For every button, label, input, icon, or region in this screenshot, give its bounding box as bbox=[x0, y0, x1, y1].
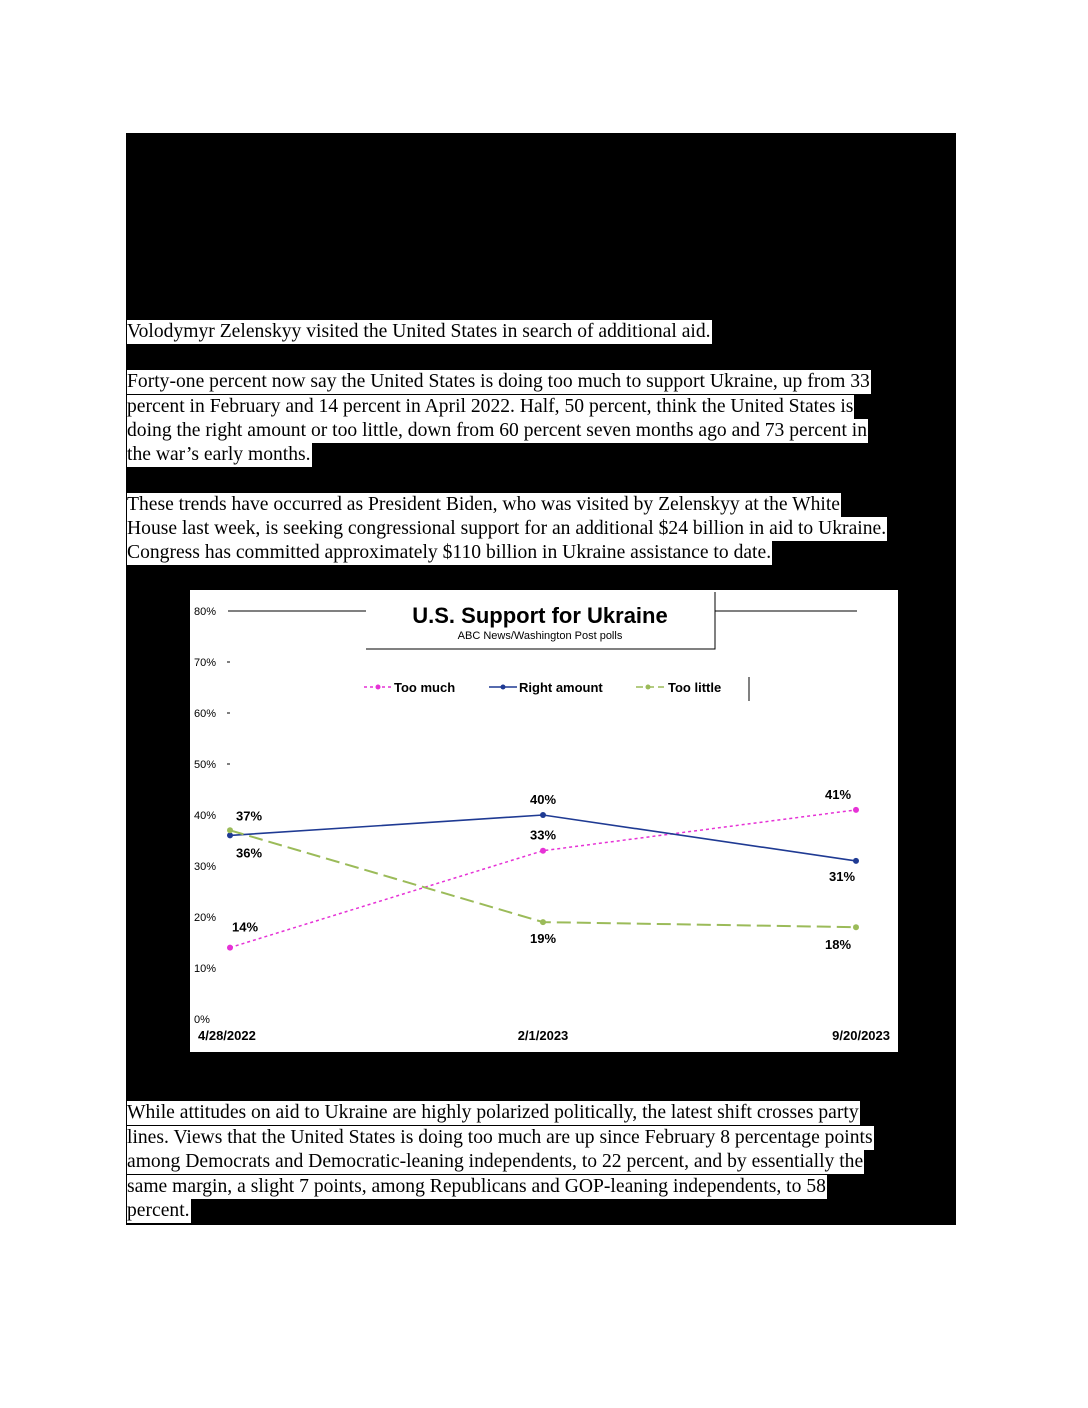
data-label-right-amount: 40% bbox=[529, 792, 557, 807]
data-point-too-little bbox=[227, 827, 233, 833]
data-point-right-amount bbox=[853, 858, 859, 864]
data-point-too-much bbox=[227, 945, 233, 951]
paragraph-4-line-4: same margin, a slight 7 points, among Republicans and GOP-leaning independents, to 58 bbox=[127, 1176, 826, 1197]
legend-marker-too-much bbox=[376, 685, 381, 690]
legend-label-too-much: Too much bbox=[394, 680, 456, 695]
y-axis bbox=[194, 606, 230, 1026]
paragraph-4-line-5: percent. bbox=[127, 1200, 190, 1221]
data-point-too-little bbox=[540, 919, 546, 925]
line-chart bbox=[190, 590, 898, 1052]
paragraph-4-line-2: lines. Views that the United States is doing too much are up since February 8 percentage points bbox=[127, 1127, 873, 1148]
y-tick-label: 20% bbox=[194, 912, 217, 924]
data-point-right-amount bbox=[227, 832, 233, 838]
paragraph-3-line-1: These trends have occurred as President Biden, who was visited by Zelenskyy at the White bbox=[127, 494, 840, 515]
data-point-too-much bbox=[853, 807, 859, 813]
data-point-too-little bbox=[853, 924, 859, 930]
paragraph-2-line-4: the war’s early months. bbox=[127, 444, 311, 465]
paragraph-2-line-1: Forty-one percent now say the United States is doing too much to support Ukraine, up from 33 bbox=[127, 371, 870, 392]
data-label-too-much: 33% bbox=[529, 827, 557, 843]
x-tick-label: 4/28/2022 bbox=[198, 1028, 256, 1043]
y-tick-label: 70% bbox=[194, 657, 217, 669]
data-label-too-little: 19% bbox=[529, 931, 557, 947]
paragraph-2-line-3: doing the right amount or too little, down from 60 percent seven months ago and 73 percent in bbox=[127, 420, 868, 441]
x-axis bbox=[198, 1028, 890, 1043]
x-tick-label: 2/1/2023 bbox=[517, 1028, 569, 1043]
y-tick-label: 40% bbox=[194, 810, 217, 822]
paragraph-4-line-1: While attitudes on aid to Ukraine are highly polarized politically, the latest shift crosses party bbox=[127, 1102, 859, 1123]
legend-label-too-little: Too little bbox=[668, 680, 722, 695]
chart-panel bbox=[190, 590, 898, 1052]
y-tick-label: 80% bbox=[194, 606, 217, 618]
series-line-too-little bbox=[230, 827, 856, 927]
data-label-too-much: 14% bbox=[231, 919, 259, 935]
chart-subtitle: ABC News/Washington Post polls bbox=[457, 630, 623, 642]
data-label-right-amount: 31% bbox=[828, 868, 856, 884]
legend-marker-right-amount bbox=[501, 685, 506, 690]
paragraph-2-line-2: percent in February and 14 percent in April 2022. Half, 50 percent, think the United States is bbox=[127, 396, 854, 417]
legend-label-right-amount: Right amount bbox=[519, 680, 603, 695]
data-point-too-much bbox=[540, 848, 546, 854]
legend-marker-too-little bbox=[646, 685, 651, 690]
data-label-right-amount: 36% bbox=[235, 845, 263, 861]
y-tick-label: 60% bbox=[194, 708, 217, 720]
paragraph-3-line-3: Congress has committed approximately $110 billion in Ukraine assistance to date. bbox=[127, 542, 772, 563]
data-label-too-much: 41% bbox=[824, 786, 852, 802]
data-label-too-little: 18% bbox=[824, 937, 852, 953]
data-point-right-amount bbox=[540, 812, 546, 818]
series-layer bbox=[227, 787, 859, 952]
chart-title: U.S. Support for Ukraine bbox=[412, 603, 668, 628]
y-tick-label: 50% bbox=[194, 759, 217, 771]
paragraph-1-line-1: Volodymyr Zelenskyy visited the United States in search of additional aid. bbox=[127, 321, 711, 342]
paragraph-4-line-3: among Democrats and Democratic-leaning independents, to 22 percent, and by essentially the bbox=[127, 1151, 864, 1172]
legend bbox=[364, 677, 749, 701]
x-tick-label: 9/20/2023 bbox=[832, 1028, 890, 1043]
y-tick-label: 10% bbox=[194, 963, 217, 975]
y-tick-label: 30% bbox=[194, 861, 217, 873]
data-label-too-little: 37% bbox=[235, 808, 263, 824]
y-tick-label: 0% bbox=[194, 1014, 210, 1026]
paragraph-3-line-2: House last week, is seeking congressional support for an additional $24 billion in aid to Ukraine. bbox=[127, 518, 887, 539]
